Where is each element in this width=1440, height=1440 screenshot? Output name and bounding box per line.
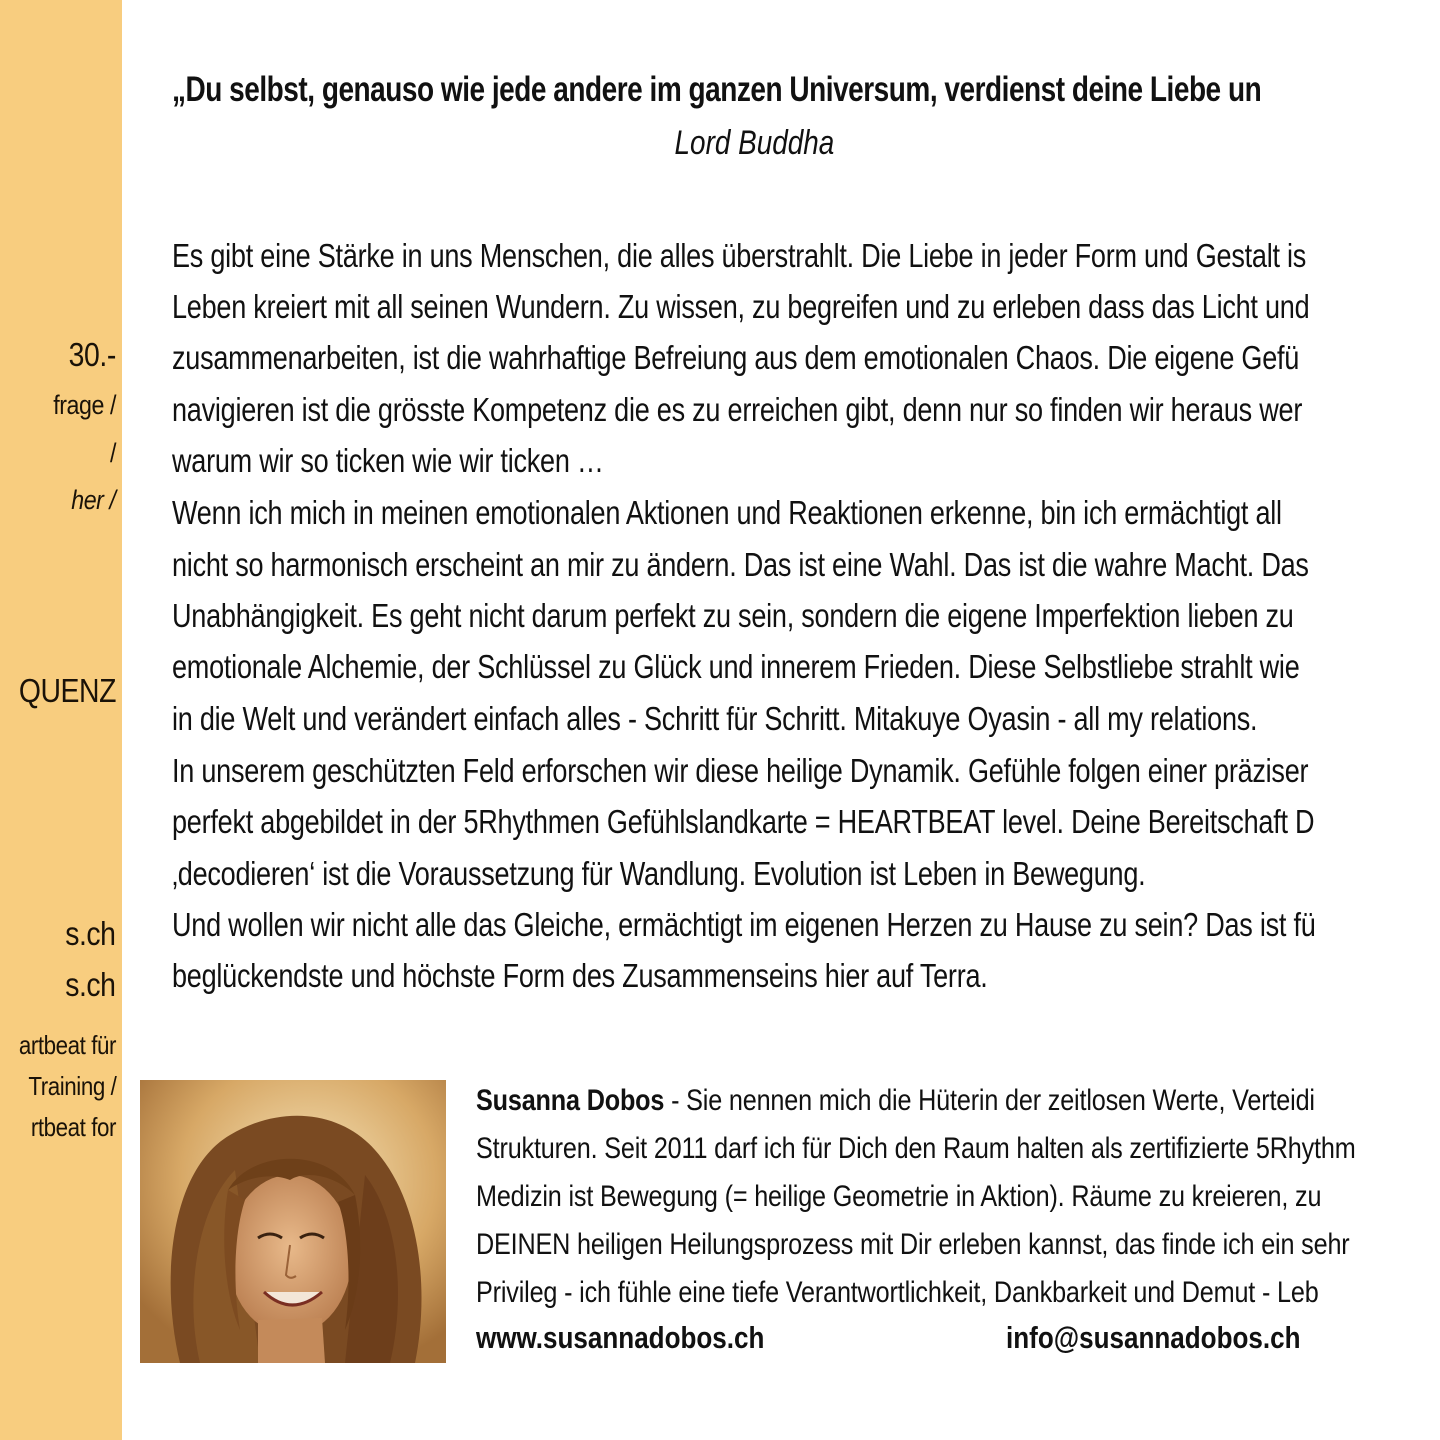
bio-line: Privileg - ich fühle eine tiefe Verantwortlichkeit, Dankbarkeit und Demut - Leb xyxy=(476,1276,1319,1309)
body-line: in die Welt und verändert einfach alles - Schritt für Schritt. Mitakuye Oyasin - all my relations. xyxy=(172,700,1258,737)
sidebar-text: Training / xyxy=(27,1071,116,1101)
body-line: In unserem geschützten Feld erforschen wir diese heilige Dynamik. Gefühle folgen einer präziser xyxy=(172,752,1309,789)
portrait-photo xyxy=(140,1080,446,1363)
body-line: perfekt abgebildet in der 5Rhythmen Gefühlslandkarte = HEARTBEAT level. Deine Bereitschaft D xyxy=(172,803,1315,840)
sidebar-text: / xyxy=(109,438,116,468)
sidebar-text: QUENZ xyxy=(18,672,116,709)
bio-line: Medizin ist Bewegung (= heilige Geometrie in Aktion). Räume zu kreieren, zu xyxy=(476,1180,1322,1213)
sidebar-text: s.ch xyxy=(65,915,116,952)
body-line: emotionale Alchemie, der Schlüssel zu Glück und innerem Frieden. Diese Selbstliebe strahlt wie xyxy=(172,648,1300,685)
sidebar-text: rtbeat for xyxy=(30,1112,116,1142)
body-line: navigieren ist die grösste Kompetenz die es zu erreichen gibt, denn nur so finden wir heraus wer xyxy=(172,391,1303,428)
body-line: Leben kreiert mit all seinen Wundern. Zu wissen, zu begreifen und zu erleben dass das Licht und xyxy=(172,288,1310,325)
portrait-illustration xyxy=(140,1080,446,1363)
quote-text: „Du selbst, genauso wie jede andere im ganzen Universum, verdienst deine Liebe un xyxy=(172,70,1262,109)
sidebar-text: artbeat für xyxy=(18,1030,116,1060)
sidebar-text: s.ch xyxy=(65,966,116,1003)
sidebar-text: frage / xyxy=(53,390,116,420)
website-link[interactable]: www.susannadobos.ch xyxy=(476,1320,765,1355)
quote-author: Lord Buddha xyxy=(674,124,835,162)
body-line: nicht so harmonisch erscheint an mir zu ändern. Das ist eine Wahl. Das ist die wahre Macht. Das xyxy=(172,546,1309,583)
body-line: ‚decodieren‘ ist die Voraussetzung für Wandlung. Evolution ist Leben in Bewegung. xyxy=(172,855,1146,892)
sidebar-text: her / xyxy=(71,485,116,515)
left-sidebar xyxy=(0,0,122,1440)
body-line: warum wir so ticken wie wir ticken … xyxy=(172,442,604,479)
bio-name: Susanna Dobos xyxy=(476,1084,665,1117)
body-line: Unabhängigkeit. Es geht nicht darum perfekt zu sein, sondern die eigene Imperfektion lieben zu xyxy=(172,597,1294,634)
bio-first-line-text: - Sie nennen mich die Hüterin der zeitlosen Werte, Verteidi xyxy=(664,1084,1315,1117)
email-link[interactable]: info@susannadobos.ch xyxy=(1006,1320,1301,1355)
body-line: zusammenarbeiten, ist die wahrhaftige Befreiung aus dem emotionalen Chaos. Die eigene Gefü xyxy=(172,339,1300,376)
bio-line: Strukturen. Seit 2011 darf ich für Dich den Raum halten als zertifizierte 5Rhythm xyxy=(476,1132,1356,1165)
body-line: beglückendste und höchste Form des Zusammenseins hier auf Terra. xyxy=(172,957,988,994)
body-line: Und wollen wir nicht alle das Gleiche, ermächtigt im eigenen Herzen zu Hause zu sein? Das ist fü xyxy=(172,906,1316,943)
bio-line: DEINEN heiligen Heilungsprozess mit Dir erleben kannst, das finde ich ein sehr xyxy=(476,1228,1350,1261)
bio-first-line xyxy=(476,1084,1315,1118)
sidebar-text: 30.- xyxy=(68,336,116,373)
body-line: Es gibt eine Stärke in uns Menschen, die alles überstrahlt. Die Liebe in jeder Form und Gestalt is xyxy=(172,237,1307,274)
body-line: Wenn ich mich in meinen emotionalen Aktionen und Reaktionen erkenne, bin ich ermächtigt all xyxy=(172,494,1282,531)
